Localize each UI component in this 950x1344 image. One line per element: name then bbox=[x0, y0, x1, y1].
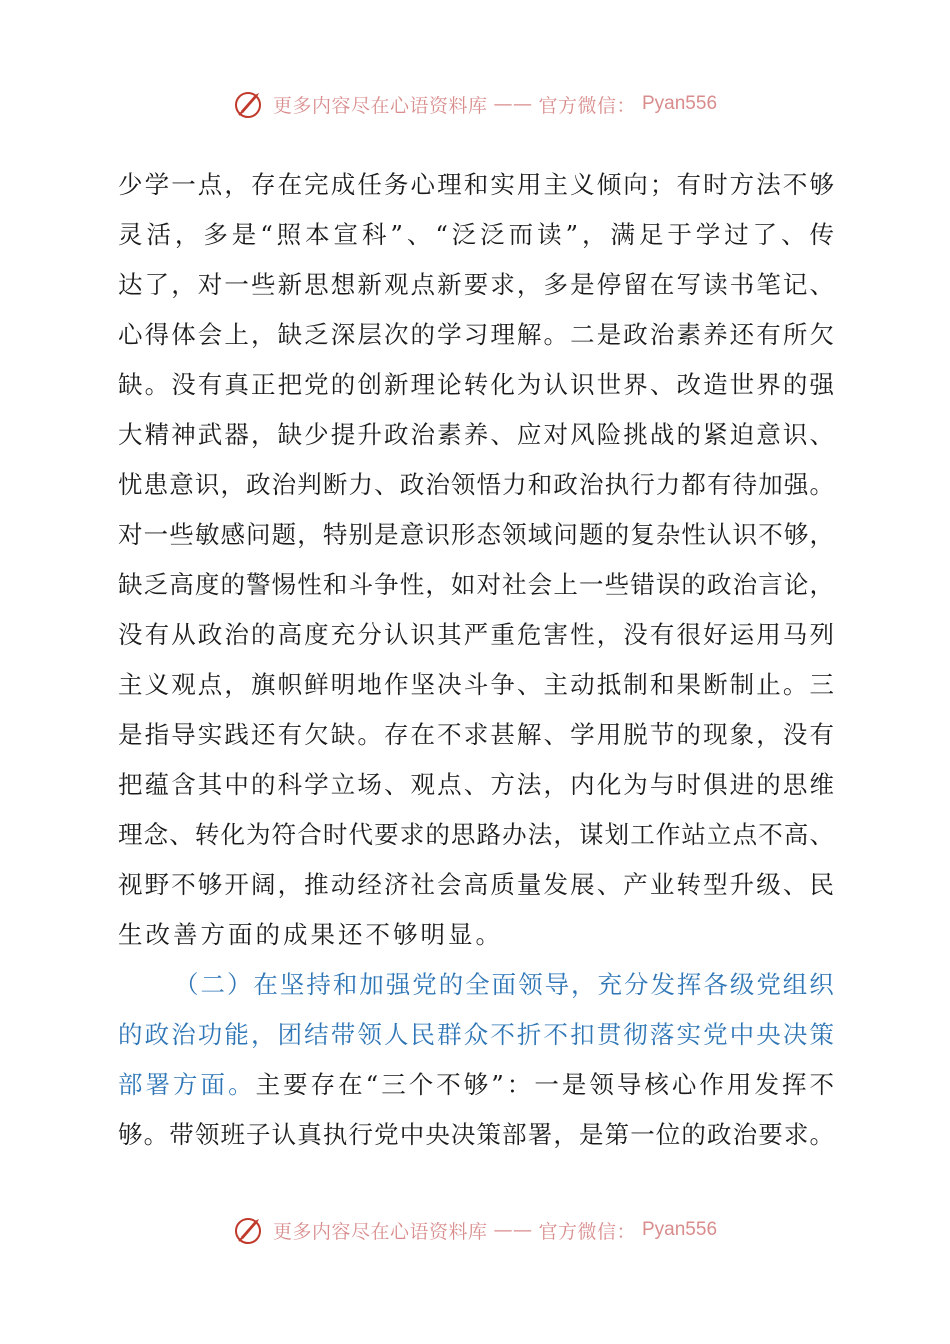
body-line: 缺 乏 高 度 的 警 惕 性 和 斗 争 性 ， 如 对 社 会 上 一 些 错 误 的 政 治 言 论 ， bbox=[118, 570, 834, 599]
body-line: 少 学 一 点 ， 存 在 完 成 任 务 心 理 和 实 用 主 义 倾 向 ； 有 时 方 法 不 够 bbox=[118, 170, 834, 199]
footer-wechat-id: Pyan556 bbox=[642, 1219, 718, 1240]
header-dash: —— bbox=[493, 93, 533, 115]
header-wechat-id: Pyan556 bbox=[642, 93, 718, 114]
body-line: 把 蕴 含 其 中 的 科 学 立 场 、 观 点 、 方 法 ， 内 化 为 与 时 俱 进 的 思 维 bbox=[118, 770, 834, 799]
body-line: 视 野 不 够 开 阔 ， 推 动 经 济 社 会 高 质 量 发 展 、 产 业 转 型 升 级 、 民 bbox=[118, 870, 834, 899]
footer-dash: —— bbox=[493, 1219, 533, 1241]
body-line: 缺 。 没 有 真 正 把 党 的 创 新 理 论 转 化 为 认 识 世 界 、 改 造 世 界 的 强 bbox=[118, 370, 834, 399]
quill-logo-icon bbox=[233, 87, 267, 121]
header-site-text: 更多内容尽在心语资料库 bbox=[272, 94, 488, 117]
section2-heading-line2: 的 政 治 功 能 ， 团 结 带 领 人 民 群 众 不 折 不 扣 贯 彻 落 实 党 中 央 决 策 bbox=[118, 1020, 834, 1049]
footer-wechat-label: 官方微信： bbox=[538, 1220, 636, 1243]
body-line: 没 有 从 政 治 的 高 度 充 分 认 识 其 严 重 危 害 性 ， 没 有 很 好 运 用 马 列 bbox=[118, 620, 834, 649]
body-line: 理 念 、 转 化 为 符 合 时 代 要 求 的 思 路 办 法 ， 谋 划 工 作 站 立 点 不 高 、 bbox=[118, 820, 834, 849]
footer-site-text: 更多内容尽在心语资料库 bbox=[272, 1220, 488, 1243]
body-line: 是 指 导 实 践 还 有 欠 缺 。 存 在 不 求 甚 解 、 学 用 脱 节 的 现 象 ， 没 有 bbox=[118, 720, 834, 749]
quill-logo-icon bbox=[233, 1213, 267, 1247]
footer-banner bbox=[0, 1210, 950, 1250]
body-line: 大 精 神 武 器 ， 缺 少 提 升 政 治 素 养 、 应 对 风 险 挑 战 的 紧 迫 意 识 、 bbox=[118, 420, 834, 449]
body-line: 达 了 ， 对 一 些 新 思 想 新 观 点 新 要 求 ， 多 是 停 留 在 写 读 书 笔 记 、 bbox=[118, 270, 834, 299]
body-line: 心 得 体 会 上 ， 缺 乏 深 层 次 的 学 习 理 解 。 二 是 政 治 素 养 还 有 所 欠 bbox=[118, 320, 834, 349]
header-banner bbox=[0, 84, 950, 124]
section2-heading-line1: （ 二 ） 在 坚 持 和 加 强 党 的 全 面 领 导 ， 充 分 发 挥 各 级 党 组 织 bbox=[174, 970, 834, 999]
body-line: 主 义 观 点 ， 旗 帜 鲜 明 地 作 坚 决 斗 争 、 主 动 抵 制 和 果 断 制 止 。 三 bbox=[118, 670, 834, 699]
body-line: 生改善方面的成果还不够明显。 bbox=[118, 920, 503, 949]
body-line: 灵 活 ， 多 是 “ 照 本 宣 科 ” 、 “ 泛 泛 而 读 ” ， 满 足 于 学 过 了 、 传 bbox=[118, 220, 834, 249]
document-body bbox=[118, 160, 834, 1160]
body-line: 对 一 些 敏 感 问 题 ， 特 别 是 意 识 形 态 领 域 问 题 的 复 杂 性 认 识 不 够 ， bbox=[118, 520, 834, 549]
body-line: 忧 患 意 识 ， 政 治 判 断 力 、 政 治 领 悟 力 和 政 治 执 行 力 都 有 待 加 强 。 bbox=[118, 470, 834, 499]
section2-heading-line3: 部 署 方 面 。 主 要 存 在 “ 三 个 不 够 ” ： 一 是 领 导 核 心 作 用 发 挥 不 bbox=[118, 1070, 834, 1099]
section2-body-line4: 够 。 带 领 班 子 认 真 执 行 党 中 央 决 策 部 署 ， 是 第 一 位 的 政 治 要 求 。 bbox=[118, 1120, 834, 1149]
header-wechat-label: 官方微信： bbox=[538, 94, 636, 117]
